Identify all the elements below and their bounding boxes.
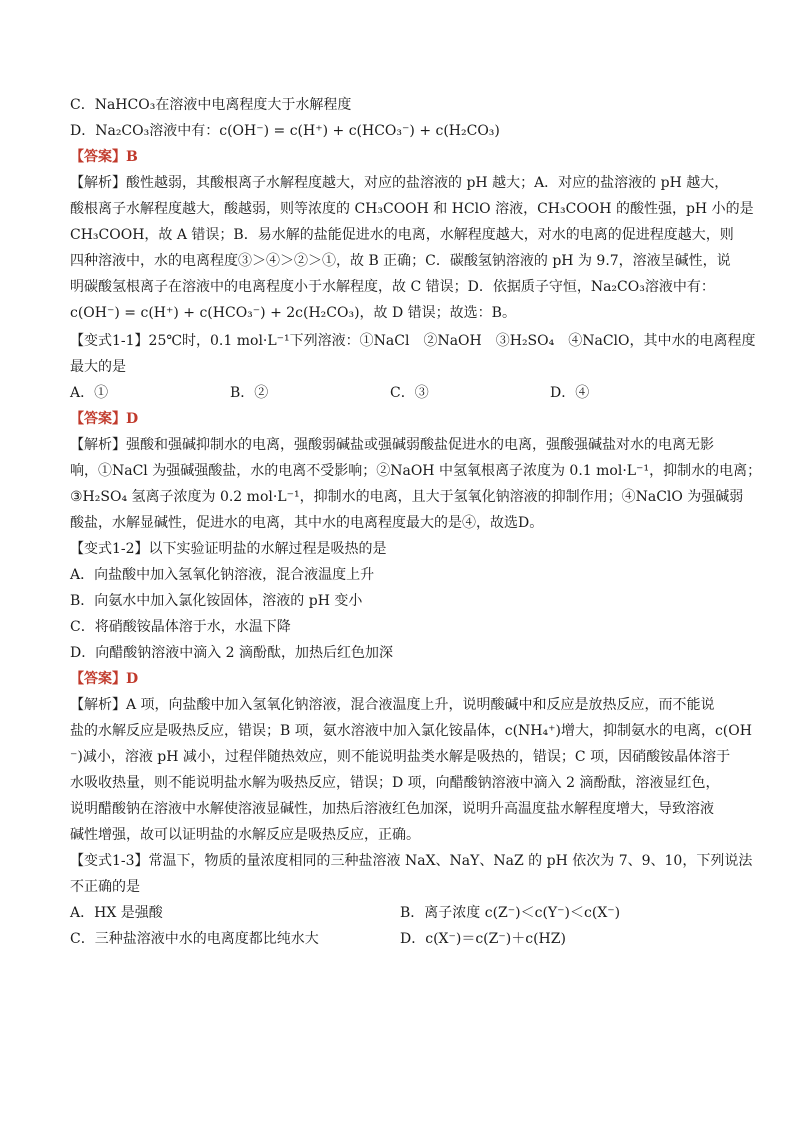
analysis-line: ③H₂SO₄ 氢离子浓度为 0.2 mol·L⁻¹，抑制水的电离，且大于氢氧化钠溶液的抑制作用；④NaClO 为强碱弱 — [70, 489, 744, 505]
answer: 【答案】D — [70, 671, 139, 687]
analysis-line: CH₃COOH，故 A 错误；B．易水解的盐能促进水的电离，水解程度越大，对水的电离的促进程度越大，则 — [70, 227, 734, 243]
option-a: A．HX 是强酸 — [70, 905, 163, 921]
question-stem: 不正确的是 — [70, 879, 140, 895]
question-1-3 — [70, 848, 753, 952]
option-d: D．④ — [550, 385, 590, 401]
option-b: B．向氨水中加入氯化铵固体，溶液的 pH 变小 — [70, 593, 363, 609]
prev-analysis — [70, 170, 754, 326]
analysis-line: 说明醋酸钠在溶液中水解使溶液显碱性，加热后溶液红色加深，说明升高温度盐水解程度增大，导致溶液 — [70, 801, 714, 817]
analysis-line: 【解析】强酸和强碱抑制水的电离，强酸弱碱盐或强碱弱酸盐促进水的电离，强酸强碱盐对水的电离无影 — [70, 437, 714, 453]
analysis-line: 酸盐，水解显碱性，促进水的电离，其中水的电离程度最大的是④，故选D。 — [70, 515, 544, 531]
option-b: B．② — [230, 385, 269, 401]
question-stem: 【变式1-1】25℃时，0.1 mol·L⁻¹下列溶液：①NaCl ②NaOH ③H₂SO₄ ④NaClO，其中水的电离程度 — [70, 333, 756, 349]
option-a: A．向盐酸中加入氢氧化钠溶液，混合液温度上升 — [70, 567, 375, 583]
question-1-2 — [70, 536, 752, 848]
analysis-line: 【解析】A 项，向盐酸中加入氢氧化钠溶液，混合液温度上升，说明酸碱中和反应是放热反应，而不能说 — [70, 697, 715, 713]
option-c: C．③ — [390, 385, 429, 401]
prev-answer: 【答案】B — [70, 149, 138, 165]
options-row — [70, 900, 726, 926]
option-d: D．c(X⁻)＝c(Z⁻)＋c(HZ) — [400, 931, 566, 947]
analysis-line: ⁻)减小，溶液 pH 减小，过程伴随热效应，则不能说明盐类水解是吸热的，错误；C 项，因硝酸铵晶体溶于 — [70, 749, 731, 765]
option-b: B．离子浓度 c(Z⁻)＜c(Y⁻)＜c(X⁻) — [400, 905, 621, 921]
option-a: A．① — [70, 385, 109, 401]
analysis-line: 【解析】酸性越弱，其酸根离子水解程度越大，对应的盐溶液的 pH 越大；A．对应的盐溶液的 pH 越大， — [70, 175, 729, 191]
option-c: C．将硝酸铵晶体溶于水，水温下降 — [70, 619, 291, 635]
prev-option-c: C．NaHCO₃在溶液中电离程度大于水解程度 — [70, 97, 352, 113]
question-stem: 【变式1-2】以下实验证明盐的水解过程是吸热的是 — [70, 541, 387, 557]
analysis-line: 响，①NaCl 为强碱强酸盐，水的电离不受影响；②NaOH 中氢氧根离子浓度为 0.1 mol·L⁻¹，抑制水的电离； — [70, 463, 762, 479]
option-c: C．三种盐溶液中水的电离度都比纯水大 — [70, 931, 319, 947]
question-1-1 — [70, 328, 762, 536]
prev-option-d: D．Na₂CO₃溶液中有：c(OH⁻) = c(H⁺) + c(HCO₃⁻) + c(H₂CO₃) — [70, 123, 500, 139]
options-row — [70, 380, 726, 406]
analysis-line: 水吸收热量，则不能说明盐水解为吸热反应，错误；D 项，向醋酸钠溶液中滴入 2 滴酚酞，溶液显红色， — [70, 775, 720, 791]
options-row — [70, 926, 726, 952]
analysis-line: 酸根离子水解程度越大，酸越弱，则等浓度的 CH₃COOH 和 HClO 溶液，CH₃COOH 的酸性强，pH 小的是 — [70, 201, 754, 217]
question-stem: 最大的是 — [70, 359, 126, 375]
analysis-line: 盐的水解反应是吸热反应，错误；B 项，氨水溶液中加入氯化铵晶体，c(NH₄⁺)增大，抑制氨水的电离，c(OH — [70, 723, 752, 739]
answer: 【答案】D — [70, 411, 139, 427]
question-stem: 【变式1-3】常温下，物质的量浓度相同的三种盐溶液 NaX、NaY、NaZ 的 pH 依次为 7、9、10，下列说法 — [70, 853, 753, 869]
analysis-line: 碱性增强，故可以证明盐的水解反应是吸热反应，正确。 — [70, 827, 420, 843]
option-d: D．向醋酸钠溶液中滴入 2 滴酚酞，加热后红色加深 — [70, 645, 394, 661]
analysis-line: c(OH⁻) = c(H⁺) + c(HCO₃⁻) + 2c(H₂CO₃)，故 D 错误；故选：B。 — [70, 305, 516, 321]
document-page — [70, 92, 762, 952]
analysis-line: 四种溶液中，水的电离程度③＞④＞②＞①，故 B 正确；C．碳酸氢钠溶液的 pH 为 9.7，溶液呈碱性，说 — [70, 253, 731, 269]
analysis-line: 明碳酸氢根离子在溶液中的电离程度小于水解程度，故 C 错误；D．依据质子守恒，Na₂CO₃溶液中有： — [70, 279, 715, 295]
